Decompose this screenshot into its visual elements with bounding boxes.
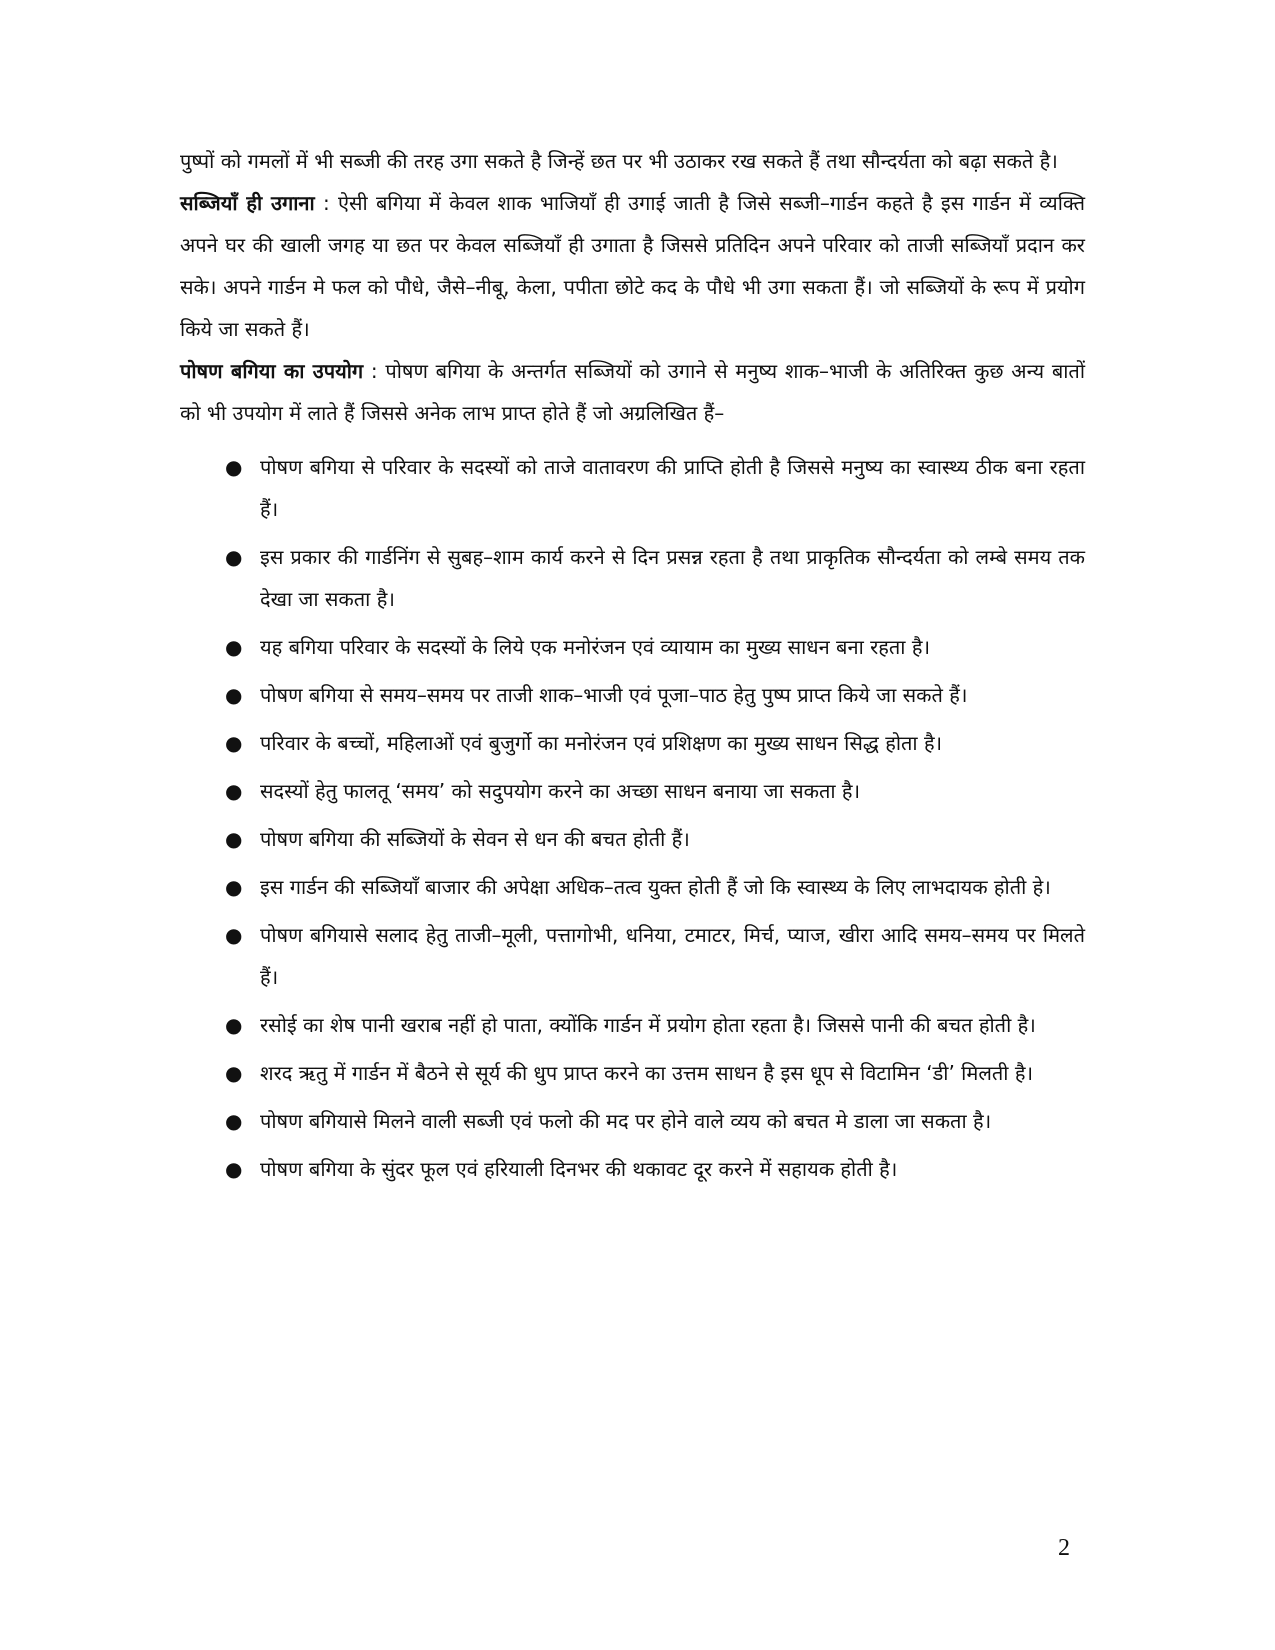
intro-paragraph: पुष्पों को गमलों में भी सब्जी की तरह उगा सकते है जिन्हें छत पर भी उठाकर रख सकते हैं तथा सौन्दर्यता को बढ़ा सकते है। bbox=[180, 149, 1058, 173]
list-item-text: पोषण बगियासे सलाद हेतु ताजी–मूली, पत्तागोभी, धनिया, टमाटर, मिर्च, प्याज, खीरा आदि समय–समय पर मिलते हैं। bbox=[260, 923, 1085, 989]
list-item bbox=[180, 1148, 1085, 1190]
bullet-icon: ● bbox=[225, 1157, 243, 1181]
list-item bbox=[180, 626, 1085, 668]
bullet-icon: ● bbox=[225, 545, 243, 569]
vegetables-text: : ऐसी बगिया में केवल शाक भाजियॉं ही उगाई जाती है जिसे सब्जी–गार्डन कहते है इस गार्डन में व्यक्ति अपने घर की खाली जगह या छत पर केवल सब्जियॉं ही उगाता है जिससे प्रतिदिन अपने परिवार को ताजी सब्जियॉं प्रदान कर सके। अपने गार्डन मे फल को पौधे, जैसे–नीबू, केला, पपीता छोटे कद के पौधे भी उगा सकता हैं। जो सब्जियों के रूप में प्रयोग किये जा सकते हैं। bbox=[180, 191, 1085, 341]
list-item bbox=[180, 674, 1085, 716]
list-item-text: शरद ऋतु में गार्डन में बैठने से सूर्य की धुप प्राप्त करने का उत्तम साधन है इस धूप से विटामिन ‘डी’ मिलती है। bbox=[260, 1061, 1034, 1085]
bullet-icon: ● bbox=[225, 1061, 243, 1085]
list-item-text: पोषण बगिया के सुंदर फूल एवं हरियाली दिनभर की थकावट दूर करने में सहायक होती है। bbox=[260, 1157, 898, 1181]
list-item-text: पोषण बगिया की सब्जियों के सेवन से धन की बचत होती हैं। bbox=[260, 827, 690, 851]
bullet-icon: ● bbox=[225, 875, 243, 899]
document-body bbox=[180, 140, 1085, 1196]
vegetables-paragraph bbox=[180, 182, 1085, 350]
bullet-icon: ● bbox=[225, 1013, 243, 1037]
bullet-icon: ● bbox=[225, 923, 243, 947]
list-item bbox=[180, 536, 1085, 620]
vegetables-heading: सब्जियॉं ही उगाना bbox=[180, 191, 315, 215]
list-item bbox=[180, 866, 1085, 908]
list-item bbox=[180, 914, 1085, 998]
bullet-icon: ● bbox=[225, 683, 243, 707]
list-item-text: पोषण बगिया से परिवार के सदस्यों को ताजे वातावरण की प्राप्ति होती है जिससे मनुष्य का स्वास्थ्य ठीक बना रहता हैं। bbox=[260, 455, 1085, 521]
bullet-icon: ● bbox=[225, 635, 243, 659]
list-item bbox=[180, 770, 1085, 812]
list-item bbox=[180, 446, 1085, 530]
list-item-text: पोषण बगियासे मिलने वाली सब्जी एवं फलो की मद पर होने वाले व्यय को बचत मे डाला जा सकता है। bbox=[260, 1109, 992, 1133]
list-item-text: पोषण बगिया से समय–समय पर ताजी शाक–भाजी एवं पूजा–पाठ हेतु पुष्प प्राप्त किये जा सकते हैं। bbox=[260, 683, 968, 707]
list-item bbox=[180, 818, 1085, 860]
bullet-icon: ● bbox=[225, 779, 243, 803]
list-item-text: इस गार्डन की सब्जियॉं बाजार की अपेक्षा अधिक–तत्व युक्त होती हैं जो कि स्वास्थ्य के लिए लाभदायक होती हे। bbox=[260, 875, 1051, 899]
list-item bbox=[180, 722, 1085, 764]
list-item-text: परिवार के बच्चों, महिलाओं एवं बुजुर्गो का मनोरंजन एवं प्रशिक्षण का मुख्य साधन सिद्ध होता है। bbox=[260, 731, 943, 755]
bullet-icon: ● bbox=[225, 731, 243, 755]
list-item-text: यह बगिया परिवार के सदस्यों के लिये एक मनोरंजन एवं व्यायाम का मुख्य साधन बना रहता है। bbox=[260, 635, 931, 659]
bullet-icon: ● bbox=[225, 827, 243, 851]
list-item bbox=[180, 1052, 1085, 1094]
usage-heading: पोषण बगिया का उपयोग bbox=[180, 359, 364, 383]
bullet-icon: ● bbox=[225, 455, 243, 479]
benefits-list bbox=[180, 446, 1085, 1190]
list-item bbox=[180, 1100, 1085, 1142]
list-item-text: सदस्यों हेतु फालतू ‘समय’ को सदुपयोग करने का अच्छा साधन बनाया जा सकता है। bbox=[260, 779, 861, 803]
list-item-text: इस प्रकार की गार्डनिंग से सुबह–शाम कार्य करने से दिन प्रसन्न रहता है तथा प्राकृतिक सौन्दर्यता को लम्बे समय तक देखा जा सकता है। bbox=[260, 545, 1085, 611]
list-item bbox=[180, 1004, 1085, 1046]
list-item-text: रसोई का शेष पानी खराब नहीं हो पाता, क्योंकि गार्डन में प्रयोग होता रहता है। जिससे पानी की बचत होती है। bbox=[260, 1013, 1036, 1037]
bullet-icon: ● bbox=[225, 1109, 243, 1133]
usage-text: : पोषण बगिया के अन्तर्गत सब्जियों को उगाने से मनुष्य शाक–भाजी के अतिरिक्त कुछ अन्य बातों को भी उपयोग में लाते हैं जिससे अनेक लाभ प्राप्त होते हैं जो अग्रलिखित हैं– bbox=[180, 359, 1085, 425]
usage-paragraph bbox=[180, 350, 1085, 434]
page-number: 2 bbox=[1058, 1535, 1070, 1561]
